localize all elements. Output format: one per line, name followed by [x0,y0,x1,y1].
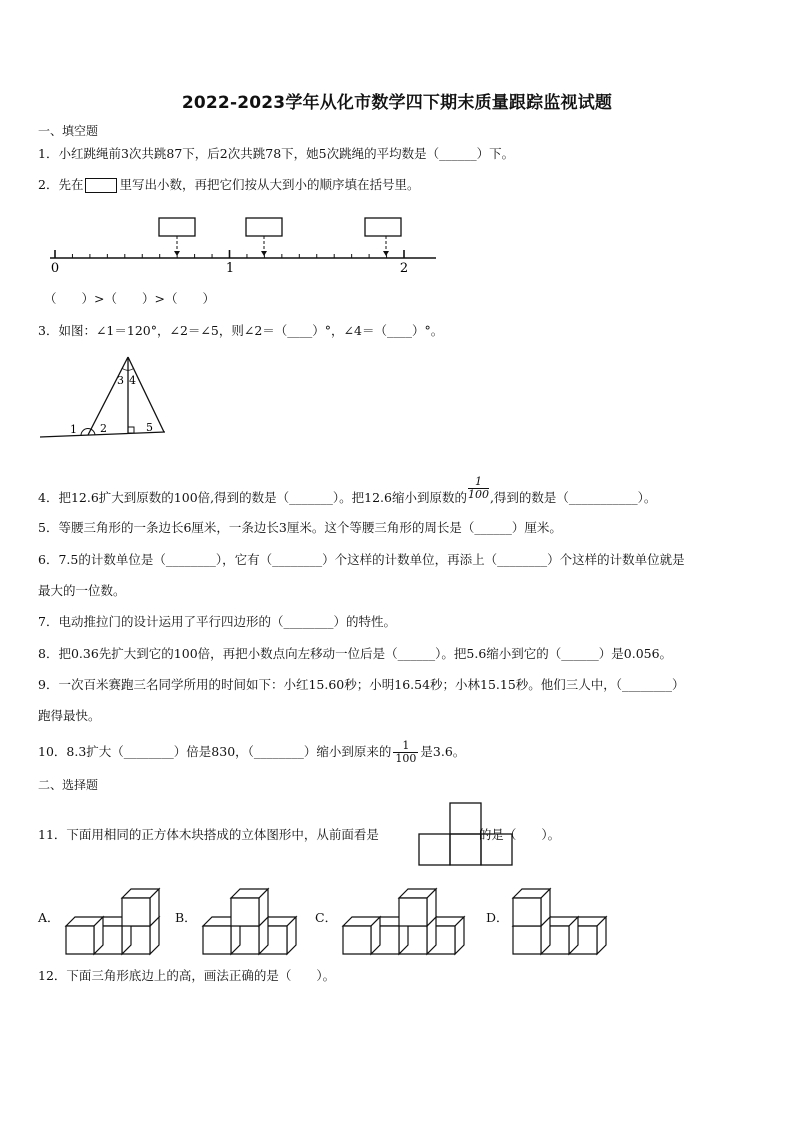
question-2-prefix: 2．先在 [38,177,84,192]
question-4-prefix: 4．把12.6扩大到原数的100倍,得到的数是（_______）。把12.6缩小到原数的 [38,490,467,505]
option-a-label[interactable]: A． [38,910,60,925]
triangle-figure [40,355,180,445]
question-9-line-1: 9．一次百米赛跑三名同学所用的时间如下：小红15.60秒；小明16.54秒；小林15.15秒。他们三人中，（________） [38,677,685,692]
tick-label-0: 0 [50,261,60,276]
section-heading-multiple-choice: 二、选择题 [38,778,99,792]
fraction-one-hundredth: $\frac{1}{100}$ [395,739,417,765]
fraction-one-hundredth: $\frac{1}{100}$ [467,475,489,501]
tick-label-2: 2 [399,261,409,276]
section-heading-fill-blank: 一、填空题 [38,124,99,138]
front-view-figure [418,802,518,866]
blank-box-1 [159,218,195,236]
angle-label-1: 1 [70,423,77,436]
question-10-prefix: 10．8.3扩大（________）倍是830，（________）缩小到原来的 [38,744,392,759]
question-10-suffix: 是3.6。 [420,744,466,759]
blank-box-3 [365,218,401,236]
number-line [40,210,450,280]
angle-label-3: 3 [117,374,124,387]
cube [231,889,268,926]
question-3: 3．如图：∠1＝120°，∠2＝∠5，则∠2＝（____）°，∠4＝（____）°。 [38,323,444,338]
answer-box-icon [85,178,117,193]
question-5: 5．等腰三角形的一条边长6厘米，一条边长3厘米。这个等腰三角形的周长是（______）厘米。 [38,520,562,535]
question-2-order-blanks: （ ）>（ ）>（ ） [44,291,215,306]
option-c-cubes[interactable] [343,880,473,956]
option-c-label[interactable]: C． [315,910,338,925]
question-12: 12．下面三角形底边上的高，画法正确的是（ ）。 [38,968,336,983]
number-line-ticks [55,250,404,258]
question-9-line-2: 跑得最快。 [38,708,101,723]
question-4-suffix: ,得到的数是（___________）。 [489,490,657,505]
blank-box-2 [246,218,282,236]
cube [399,889,436,926]
question-11-prefix: 11．下面用相同的正方体木块搭成的立体图形中，从前面看是 [38,827,379,842]
cube [66,917,103,954]
cube [513,889,550,926]
angle-label-5: 5 [146,421,153,434]
question-7: 7．电动推拉门的设计运用了平行四边形的（________）的特性。 [38,614,396,629]
option-b-label[interactable]: B． [175,910,197,925]
question-6-line-2: 最大的一位数。 [38,583,126,598]
cube [343,917,380,954]
option-d-cubes[interactable] [513,880,623,956]
angle-label-2: 2 [100,422,107,435]
question-4 [38,475,657,511]
question-8: 8．把0.36先扩大到它的100倍，再把小数点向左移动一位后是（______）。把5.6缩小到它的（______）是0.056。 [38,646,673,661]
question-10 [38,740,465,765]
page-title: 2022-2023学年从化市数学四下期末质量跟踪监视试题 [181,93,613,113]
option-d-label[interactable]: D． [486,910,509,925]
cube [122,889,159,926]
question-2-suffix: 里写出小数，再把它们按从大到小的顺序填在括号里。 [119,177,420,192]
tick-label-1: 1 [225,261,235,276]
option-a-cubes[interactable] [66,880,176,956]
question-2 [38,177,419,193]
question-1: 1．小红跳绳前3次共跳87下，后2次共跳78下，她5次跳绳的平均数是（______）下。 [38,146,515,161]
option-b-cubes[interactable] [203,880,313,956]
question-11-suffix: 的是（ ）。 [478,827,561,842]
angle-label-4: 4 [129,374,136,387]
question-6-line-1: 6．7.5的计数单位是（________），它有（________）个这样的计数单位，再添上（________）个这样的计数单位就是 [38,552,685,567]
